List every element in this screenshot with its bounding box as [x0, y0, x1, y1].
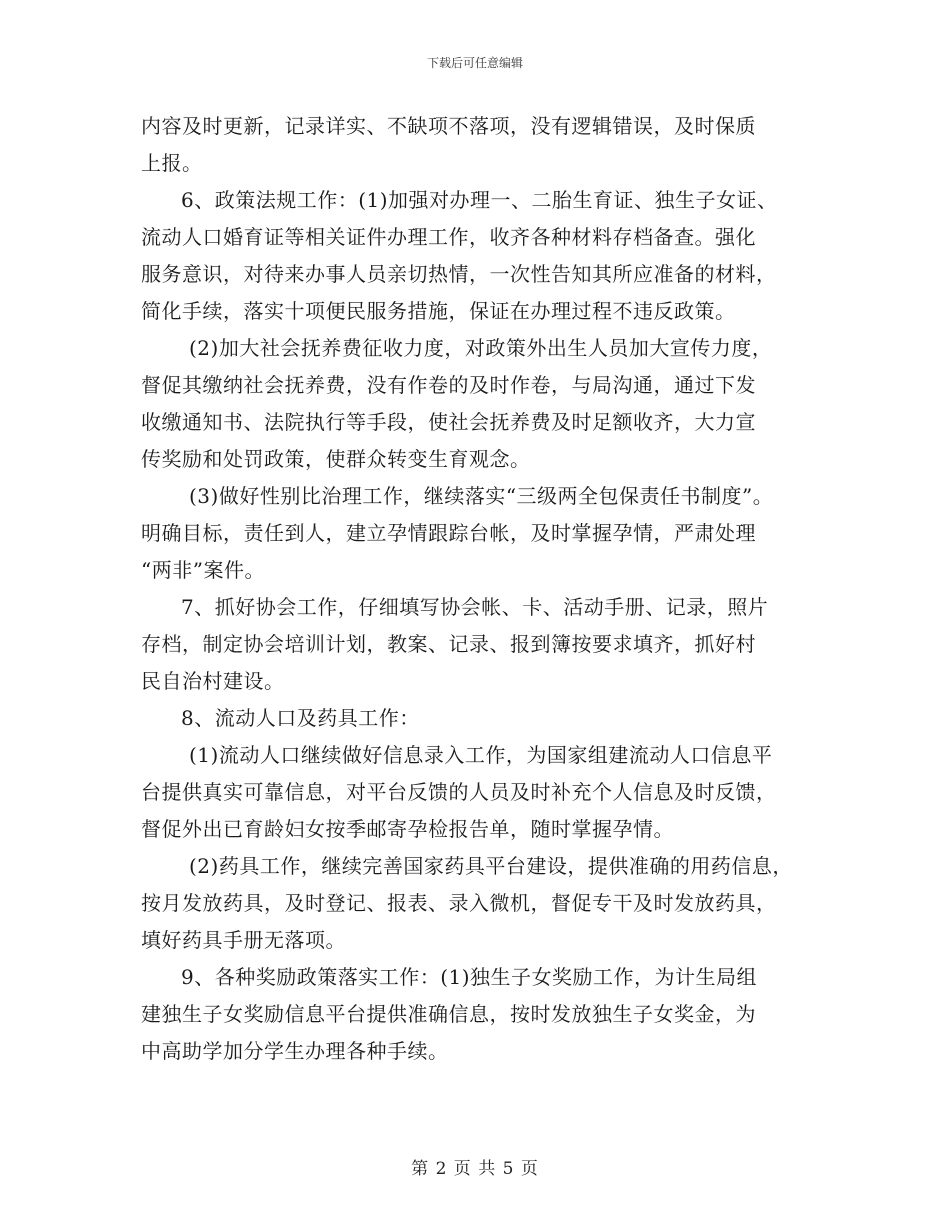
text-line: (1)流动人口继续做好信息录入工作，为国家组建流动人口信息平	[189, 743, 773, 767]
text-line: 服务意识，对待来办事人员亲切热情，一次性告知其所应准备的材料，	[141, 262, 777, 286]
text-line: 填好药具手册无落项。	[141, 928, 346, 952]
text-line: 督促其缴纳社会抚养费，没有作卷的及时作卷，与局沟通，通过下发	[141, 373, 756, 397]
text-line: (2)加大社会抚养费征收力度，对政策外出生人员加大宣传力度，	[189, 336, 773, 360]
page-header-note: 下载后可任意编辑	[426, 56, 523, 70]
text-line: 台提供真实可靠信息，对平台反馈的人员及时补充个人信息及时反馈，	[141, 780, 777, 804]
text-line: (3)做好性别比治理工作，继续落实“三级两全包保责任书制度”。	[189, 484, 774, 508]
text-line: 上报。	[141, 151, 203, 175]
text-line: 简化手续，落实十项便民服务措施，保证在办理过程不违反政策。	[141, 299, 736, 323]
text-line: 内容及时更新，记录详实、不缺项不落项，没有逻辑错误，及时保质	[141, 114, 756, 138]
page-number: 第 2 页 共 5 页	[411, 1159, 539, 1179]
text-line: 中高助学加分学生办理各种手续。	[141, 1039, 449, 1063]
text-line: 建独生子女奖励信息平台提供准确信息，按时发放独生子女奖金，为	[141, 1002, 756, 1026]
text-line: 民自治村建设。	[141, 669, 285, 693]
text-line: 7、抓好协会工作，仔细填写协会帐、卡、活动手册、记录，照片	[181, 595, 769, 619]
text-line: 传奖励和处罚政策，使群众转变生育观念。	[141, 447, 531, 471]
text-line: 存档，制定协会培训计划，教案、记录、报到簿按要求填齐，抓好村	[141, 632, 756, 656]
text-line: 明确目标，责任到人，建立孕情跟踪台帐，及时掌握孕情，严肃处理	[141, 521, 756, 545]
text-line: 9、各种奖励政策落实工作：(1)独生子女奖励工作，为计生局组	[181, 965, 758, 989]
text-line: (2)药具工作，继续完善国家药具平台建设，提供准确的用药信息，	[189, 854, 793, 878]
text-line: 督促外出已育龄妇女按季邮寄孕检报告单，随时掌握孕情。	[141, 817, 674, 841]
text-line: 6、政策法规工作：(1)加强对办理一、二胎生育证、独生子女证、	[181, 188, 778, 212]
text-line: 8、流动人口及药具工作：	[181, 706, 420, 730]
text-line: 按月发放药具，及时登记、报表、录入微机，督促专干及时发放药具，	[141, 891, 777, 915]
document-body	[141, 108, 831, 1070]
text-line: “两非”案件。	[141, 558, 265, 582]
text-line: 流动人口婚育证等相关证件办理工作，收齐各种材料存档备查。强化	[141, 225, 756, 249]
text-line: 收缴通知书、法院执行等手段，使社会抚养费及时足额收齐，大力宣	[141, 410, 756, 434]
